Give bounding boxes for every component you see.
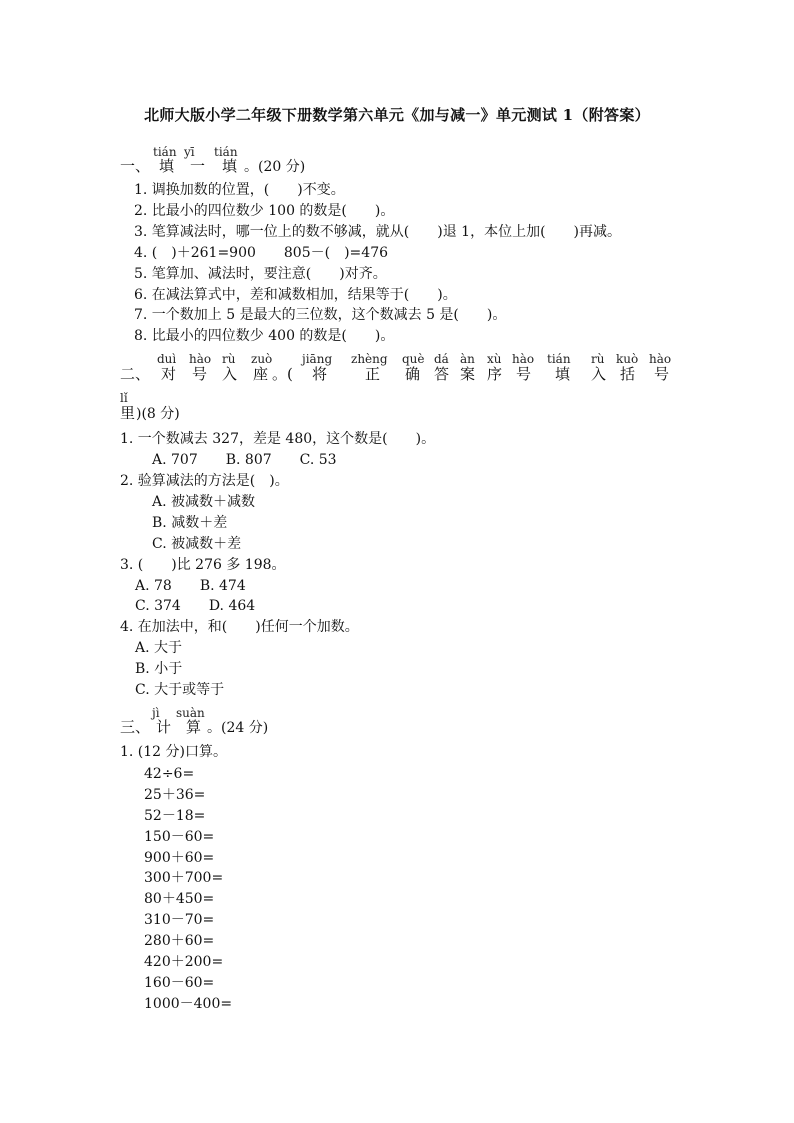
section1-char-tian: 填 — [159, 157, 175, 175]
oral-calc-item — [144, 868, 232, 889]
choice-q4-option-a: A. 大于 — [135, 640, 183, 656]
choice-q2-stem: 2. 验算减法的方法是( )。 — [120, 473, 289, 489]
pinyin-suan: suàn — [176, 706, 205, 720]
choice-q2-option-b: B. 减数＋差 — [152, 515, 228, 531]
section2-punct: 。( — [272, 365, 293, 383]
fill-item-1: 1. 调换加数的位置，( )不变。 — [134, 182, 345, 198]
oral-calc-expression: 80＋450= — [144, 891, 215, 908]
choice-q1-stem: 1. 一个数减去 327，差是 480，这个数是( )。 — [120, 431, 436, 447]
calc-q1-stem: 1. (12 分)口算。 — [120, 744, 227, 760]
pinyin-hao-3: hào — [649, 352, 672, 366]
section2-char-kuo: 括 — [620, 365, 636, 383]
oral-calc-expression: 420＋200= — [144, 954, 224, 971]
section1-char-tian-2: 填 — [222, 157, 238, 175]
oral-calc-list — [144, 764, 232, 1015]
choice-q4-stem: 4. 在加法中，和( )任何一个加数。 — [120, 619, 359, 635]
section2-char-da: 答 — [434, 365, 450, 383]
section1-char-yi: 一 — [190, 157, 206, 175]
choice-q3-stem: 3. ( )比 276 多 198。 — [120, 557, 286, 573]
choice-q1-options: A. 707 B. 807 C. 53 — [152, 452, 337, 468]
oral-calc-expression: 25＋36= — [144, 786, 206, 803]
section2-char-jiang: 将 — [312, 365, 328, 383]
section1-score: 。(20 分) — [244, 159, 306, 175]
oral-calc-expression: 900＋60= — [144, 849, 215, 866]
fill-item-6: 6. 在减法算式中，差和减数相加，结果等于( )。 — [134, 287, 457, 303]
section2-number: 二、 — [120, 365, 151, 383]
fill-item-4: 4. ( )＋261=900 805－( )=476 — [134, 245, 389, 261]
oral-calc-item — [144, 889, 232, 910]
pinyin-tian-2: tián — [214, 145, 238, 159]
section2-char-hao-3: 号 — [654, 365, 670, 383]
pinyin-ji: jì — [152, 706, 160, 720]
pinyin-an: àn — [460, 352, 475, 366]
oral-calc-item — [144, 827, 232, 848]
section2-char-zuo: 座 — [253, 365, 269, 383]
section3-char-suan: 算 — [186, 718, 202, 736]
section3-score: 。(24 分) — [207, 720, 269, 736]
section2-score: )(8 分) — [136, 406, 180, 422]
oral-calc-item — [144, 806, 232, 827]
choice-q4-option-c: C. 大于或等于 — [135, 682, 225, 698]
pinyin-hao-2: hào — [512, 352, 535, 366]
pinyin-ru: rù — [222, 352, 236, 366]
page-title: 北师大版小学二年级下册数学第六单元《加与减一》单元测试 1（附答案） — [144, 106, 650, 124]
pinyin-da: dá — [434, 352, 449, 366]
oral-calc-item — [144, 931, 232, 952]
pinyin-xu: xù — [487, 352, 502, 366]
oral-calc-expression: 310－70= — [144, 912, 215, 929]
oral-calc-item — [144, 973, 232, 994]
pinyin-zheng: zhèng — [351, 352, 388, 366]
fill-item-3: 3. 笔算减法时，哪一位上的数不够减，就从( )退 1，本位上加( )再减。 — [134, 224, 622, 240]
oral-calc-expression: 160－60= — [144, 974, 215, 991]
oral-calc-item — [144, 910, 232, 931]
section2-char-xu: 序 — [487, 365, 503, 383]
section2-char-tian: 填 — [555, 365, 571, 383]
pinyin-zuo: zuò — [251, 352, 273, 366]
oral-calc-expression: 280＋60= — [144, 933, 215, 950]
choice-q2-option-a: A. 被减数＋减数 — [152, 494, 256, 510]
pinyin-kuo: kuò — [616, 352, 639, 366]
section3-number: 三、 — [120, 718, 151, 736]
section2-char-hao: 号 — [192, 365, 208, 383]
pinyin-li: lǐ — [120, 391, 128, 405]
fill-item-5: 5. 笔算加、减法时，要注意( )对齐。 — [134, 266, 387, 282]
section2-char-que: 确 — [405, 365, 421, 383]
section2-char-an: 案 — [460, 365, 476, 383]
section2-char-li: 里 — [120, 404, 136, 422]
section2-char-dui: 对 — [161, 365, 177, 383]
oral-calc-expression: 1000－400= — [144, 995, 233, 1012]
pinyin-hao: hào — [189, 352, 212, 366]
oral-calc-expression: 150－60= — [144, 828, 215, 845]
choice-q3-options-cd: C. 374 D. 464 — [135, 598, 256, 614]
section2-char-hao-2: 号 — [516, 365, 532, 383]
pinyin-dui: duì — [157, 352, 177, 366]
pinyin-ru-2: rù — [591, 352, 605, 366]
pinyin-que: què — [402, 352, 425, 366]
choice-q3-options-ab: A. 78 B. 474 — [135, 578, 246, 594]
oral-calc-item — [144, 764, 232, 785]
section1-number: 一、 — [120, 157, 151, 175]
section2-char-zheng: 正 — [365, 365, 381, 383]
oral-calc-item — [144, 785, 232, 806]
choice-q2-option-c: C. 被减数＋差 — [152, 536, 242, 552]
fill-item-7: 7. 一个数加上 5 是最大的三位数，这个数减去 5 是( )。 — [134, 307, 507, 323]
choice-q4-option-b: B. 小于 — [135, 661, 183, 677]
fill-item-2: 2. 比最小的四位数少 100 的数是( )。 — [134, 203, 395, 219]
fill-item-8: 8. 比最小的四位数少 400 的数是( )。 — [134, 328, 395, 344]
oral-calc-expression: 52－18= — [144, 807, 206, 824]
oral-calc-item — [144, 952, 232, 973]
pinyin-tian: tián — [153, 145, 177, 159]
section2-char-ru: 入 — [222, 365, 238, 383]
oral-calc-item — [144, 848, 232, 869]
oral-calc-expression: 300＋700= — [144, 870, 224, 887]
pinyin-tian: tián — [547, 352, 571, 366]
oral-calc-expression: 42÷6= — [144, 766, 195, 782]
pinyin-yi: yī — [184, 145, 195, 159]
section2-char-ru-2: 入 — [591, 365, 607, 383]
pinyin-jiang: jiāng — [302, 352, 333, 366]
oral-calc-item — [144, 994, 232, 1015]
section3-char-ji: 计 — [156, 718, 172, 736]
